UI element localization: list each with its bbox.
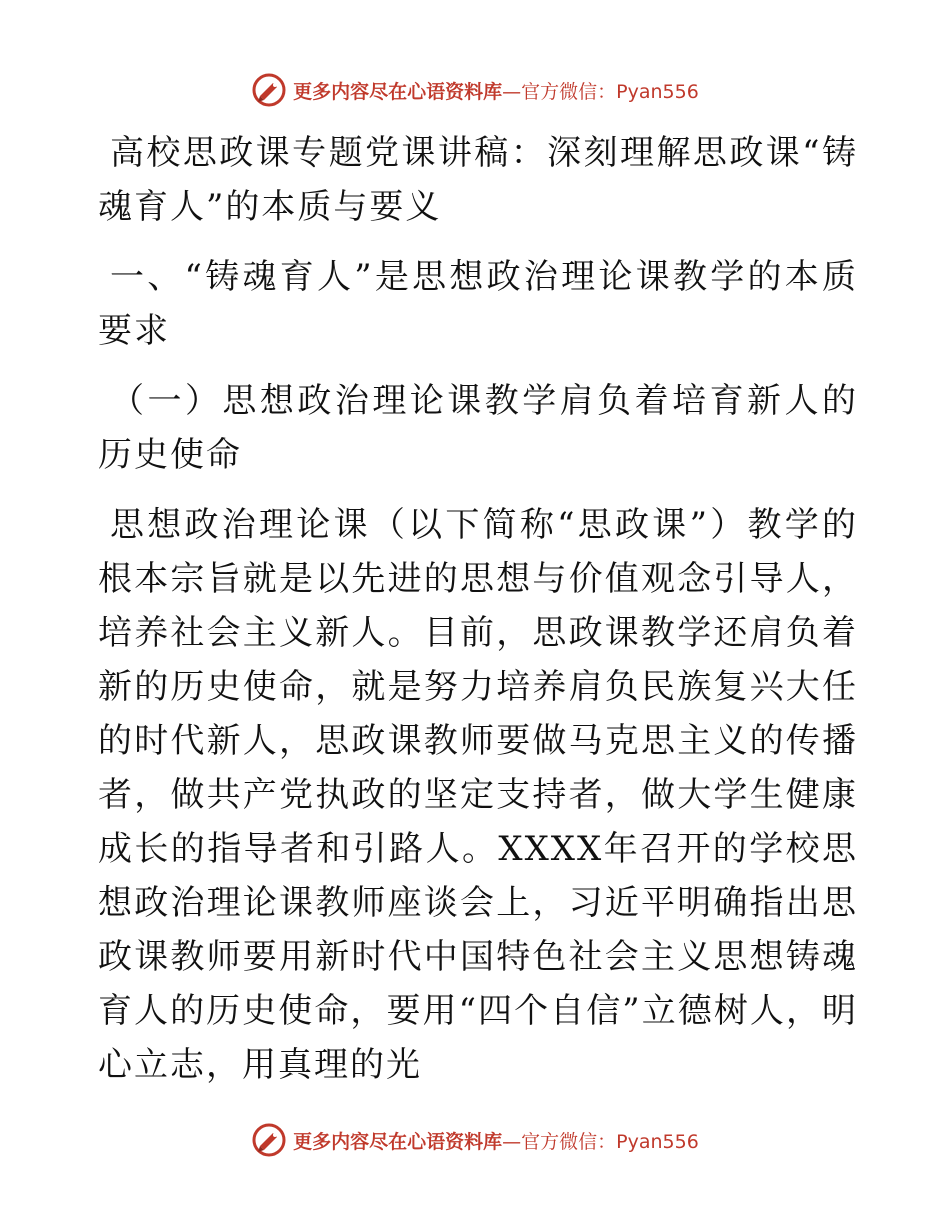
header-banner [0,70,950,110]
header-banner-text [293,77,699,104]
section-heading: 一、“铸魂育人”是思想政治理论课教学的本质要求 [98,257,858,351]
header-site-name: 更多内容尽在心语资料库 [293,80,503,103]
document-body [98,126,858,1092]
header-wechat-id: 官方微信：Pyan556 [521,80,699,103]
body-paragraph: 思想政治理论课（以下简称“思政课”）教学的根本宗旨就是以先进的思想与价值观念引导人，培养社会主义新人。目前，思政课教学还肩负着新的历史使命，就是努力培养肩负民族复兴大任的时代新人，思政课教师要做马克思主义的传播者，做共产党执政的坚定支持者，做大学生健康成长的指导者和引路人。XXXX年召开的学校思想政治理论课教师座谈会上，习近平明确指出思政课教师要用新时代中国特色社会主义思想铸魂育人的历史使命，要用“四个自信”立德树人，明心立志，用真理的光 [98,505,858,1085]
header-separator: — [502,80,522,103]
footer-wechat-id: 官方微信：Pyan556 [521,1130,699,1153]
footer-banner [0,1120,950,1160]
footer-banner-text [293,1127,699,1154]
pen-logo-icon [251,72,287,108]
footer-separator: — [502,1130,522,1153]
footer-site-name: 更多内容尽在心语资料库 [293,1130,503,1153]
document-title: 高校思政课专题党课讲稿：深刻理解思政课“铸魂育人”的本质与要义 [98,133,858,227]
subsection-heading: （一）思想政治理论课教学肩负着培育新人的历史使命 [98,381,858,475]
pen-logo-icon [251,1122,287,1158]
